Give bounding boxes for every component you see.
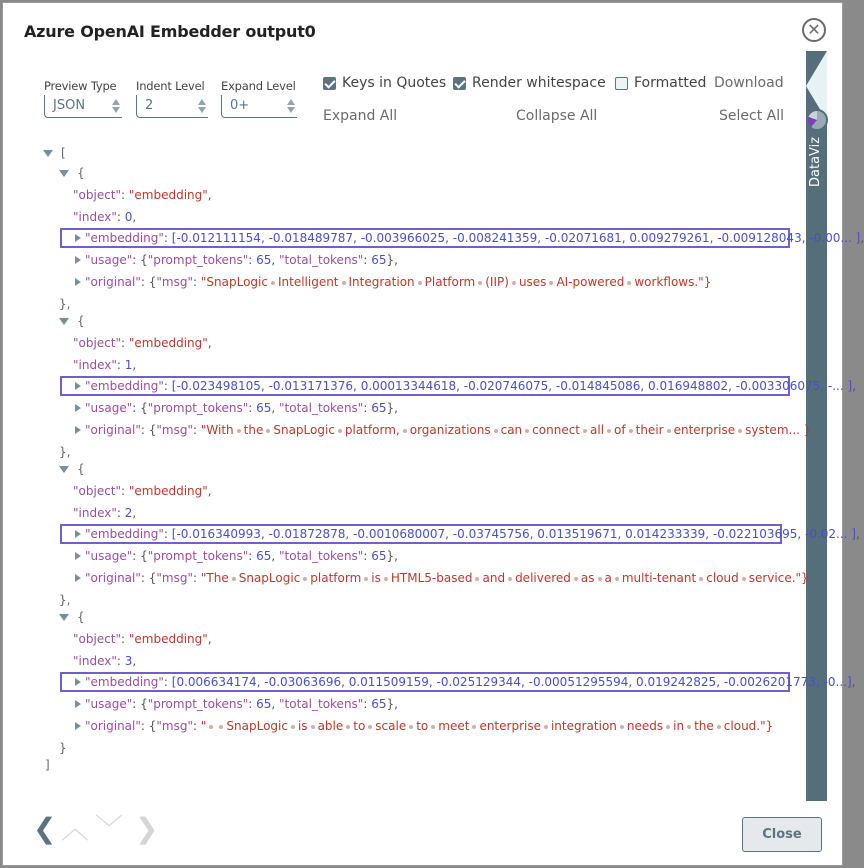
collapse-triangle-icon[interactable]: [59, 614, 69, 621]
whitespace-dot: [574, 577, 578, 581]
object-field: "object": "embedding",: [73, 336, 212, 350]
whitespace-dot: [342, 281, 346, 285]
whitespace-dot: [303, 577, 307, 581]
index-field: "index": 3,: [73, 654, 137, 668]
whitespace-dot: [549, 281, 553, 285]
render-whitespace-option[interactable]: [453, 75, 606, 91]
whitespace-dot: [472, 725, 476, 729]
expand-level-field: [221, 79, 297, 118]
collapse-triangle-icon[interactable]: [43, 150, 53, 157]
record-close: },: [59, 297, 71, 311]
original-field[interactable]: "original": {"msg": " SnapLogic is able to scale to meet enterprise integration needs in the cloud."}: [75, 716, 773, 736]
whitespace-dot: [364, 577, 368, 581]
embedding-field[interactable]: "embedding": [-0.016340993, -0.01872878, -0.0010680007, -0.03745756, 0.013519671, 0.014233339, -0.022103695, -0.02... ],: [75, 524, 860, 544]
record-open[interactable]: {: [59, 311, 85, 331]
expand-triangle-icon[interactable]: [75, 530, 81, 538]
collapse-triangle-icon[interactable]: [59, 318, 69, 325]
expand-triangle-icon[interactable]: [75, 574, 81, 582]
whitespace-dot: [403, 429, 407, 433]
embedding-field[interactable]: "embedding": [-0.012111154, -0.018489787, -0.003966025, -0.008241359, -0.02071681, 0.009279261, -0.009128043, -0.00... ],: [75, 228, 864, 248]
original-field[interactable]: "original": {"msg": "The SnapLogic platform is HTML5-based and delivered as a multi-tenant cloud service."}: [75, 568, 809, 588]
record-open[interactable]: {: [59, 459, 85, 479]
chevron-left-icon[interactable]: ❮: [33, 812, 57, 845]
expand-triangle-icon[interactable]: [75, 256, 81, 264]
download-link[interactable]: Download: [714, 75, 784, 91]
root-array-open[interactable]: [: [43, 143, 66, 163]
indent-level-value: 2: [145, 98, 154, 113]
whitespace-dot: [512, 281, 516, 285]
whitespace-dot: [667, 429, 671, 433]
whitespace-dot: [508, 577, 512, 581]
formatted-option[interactable]: [615, 75, 706, 91]
whitespace-dot: [384, 577, 388, 581]
collapse-triangle-icon[interactable]: [59, 466, 69, 473]
dialog-title: Azure OpenAI Embedder output0: [24, 22, 316, 41]
indent-level-label: Indent Level: [136, 79, 205, 93]
preview-dialog: [2, 2, 864, 866]
whitespace-dot: [687, 725, 691, 729]
whitespace-dot: [409, 725, 413, 729]
object-field: "object": "embedding",: [73, 632, 212, 646]
chevron-down-icon[interactable]: ﹀: [95, 812, 124, 845]
spinner-icon: [198, 99, 206, 113]
expand-triangle-icon[interactable]: [75, 552, 81, 560]
keys-in-quotes-label: Keys in Quotes: [342, 75, 447, 91]
whitespace-dot: [478, 281, 482, 285]
whitespace-dot: [232, 577, 236, 581]
expand-triangle-icon[interactable]: [75, 382, 81, 390]
expand-triangle-icon[interactable]: [75, 234, 81, 242]
preview-type-select[interactable]: [44, 95, 122, 118]
whitespace-dot: [627, 281, 631, 285]
preview-type-value: JSON: [53, 98, 86, 113]
keys-in-quotes-option[interactable]: [323, 75, 446, 91]
expand-level-select[interactable]: [221, 95, 297, 118]
usage-field[interactable]: "usage": {"prompt_tokens": 65, "total_tokens": 65},: [75, 250, 398, 270]
whitespace-dot: [615, 577, 619, 581]
expand-triangle-icon[interactable]: [75, 278, 81, 286]
expand-all-link[interactable]: Expand All: [323, 108, 398, 124]
whitespace-dot: [475, 577, 479, 581]
indent-level-field: [136, 79, 208, 118]
preview-type-label: Preview Type: [44, 79, 117, 93]
expand-triangle-icon[interactable]: [75, 678, 81, 686]
usage-field[interactable]: "usage": {"prompt_tokens": 65, "total_tokens": 65},: [75, 546, 398, 566]
whitespace-dot: [291, 725, 295, 729]
collapse-all-link[interactable]: Collapse All: [516, 108, 598, 124]
whitespace-dot: [271, 281, 275, 285]
chevron-right-icon[interactable]: ❯: [135, 812, 159, 845]
original-field[interactable]: "original": {"msg": "With the SnapLogic platform, organizations can connect all of their enterprise system... }: [75, 420, 811, 440]
expand-triangle-icon[interactable]: [75, 700, 81, 708]
root-array-close: ]: [45, 758, 50, 772]
record-open[interactable]: {: [59, 163, 85, 183]
index-field: "index": 2,: [73, 506, 137, 520]
expand-triangle-icon[interactable]: [75, 426, 81, 434]
whitespace-dot: [742, 577, 746, 581]
whitespace-dot: [717, 725, 721, 729]
object-field: "object": "embedding",: [73, 484, 212, 498]
whitespace-dot: [346, 725, 350, 729]
whitespace-dot: [494, 429, 498, 433]
close-button[interactable]: Close: [742, 817, 822, 852]
usage-field[interactable]: "usage": {"prompt_tokens": 65, "total_tokens": 65},: [75, 694, 398, 714]
index-field: "index": 1,: [73, 358, 137, 372]
whitespace-dot: [338, 429, 342, 433]
whitespace-dot: [311, 725, 315, 729]
whitespace-dot: [738, 429, 742, 433]
expand-triangle-icon[interactable]: [75, 404, 81, 412]
whitespace-dot: [598, 577, 602, 581]
whitespace-dot: [607, 429, 611, 433]
spinner-icon: [287, 99, 295, 113]
whitespace-dot: [583, 429, 587, 433]
whitespace-dot: [620, 725, 624, 729]
record-open[interactable]: {: [59, 607, 85, 627]
whitespace-dot: [418, 281, 422, 285]
index-field: "index": 0,: [73, 210, 137, 224]
dataviz-label: DataViz: [808, 136, 823, 187]
spinner-icon: [112, 99, 120, 113]
original-field[interactable]: "original": {"msg": "SnapLogic Intelligent Integration Platform (IIP) uses AI-powered workflows."}: [75, 272, 711, 292]
preview-type-field: [44, 79, 122, 118]
usage-field[interactable]: "usage": {"prompt_tokens": 65, "total_tokens": 65},: [75, 398, 398, 418]
whitespace-dot: [525, 429, 529, 433]
close-icon[interactable]: ✕: [802, 18, 826, 42]
record-close: },: [59, 445, 71, 459]
collapse-triangle-icon[interactable]: [59, 170, 69, 177]
indent-level-select[interactable]: [136, 95, 208, 118]
embedding-field[interactable]: "embedding": [-0.023498105, -0.013171376, 0.00013344618, -0.020746075, -0.014845086, 0.016948802, -0.003306075, -... ],: [75, 376, 856, 396]
chevron-up-icon[interactable]: ︿: [61, 812, 90, 845]
whitespace-dot: [368, 725, 372, 729]
whitespace-dot: [666, 725, 670, 729]
whitespace-dot: [237, 429, 241, 433]
render-whitespace-checkbox[interactable]: [453, 77, 466, 90]
formatted-checkbox[interactable]: [615, 77, 628, 90]
embedding-field[interactable]: "embedding": [0.006634174, -0.03063696, 0.011509159, -0.025129344, -0.00051295594, 0.019242825, -0.0026201773, -0...],: [75, 672, 856, 692]
object-field: "object": "embedding",: [73, 188, 212, 202]
whitespace-dot: [219, 725, 223, 729]
expand-level-value: 0+: [230, 98, 250, 113]
expand-triangle-icon[interactable]: [75, 722, 81, 730]
whitespace-dot: [699, 577, 703, 581]
record-close: },: [59, 593, 71, 607]
whitespace-dot: [266, 429, 270, 433]
whitespace-dot: [629, 429, 633, 433]
formatted-label: Formatted: [634, 75, 707, 91]
record-close: }: [59, 741, 67, 755]
render-whitespace-label: Render whitespace: [472, 75, 606, 91]
keys-in-quotes-checkbox[interactable]: [323, 77, 336, 90]
whitespace-dot: [544, 725, 548, 729]
whitespace-dot: [431, 725, 435, 729]
select-all-link[interactable]: Select All: [719, 108, 784, 124]
expand-level-label: Expand Level: [221, 79, 296, 93]
whitespace-dot: [209, 725, 213, 729]
